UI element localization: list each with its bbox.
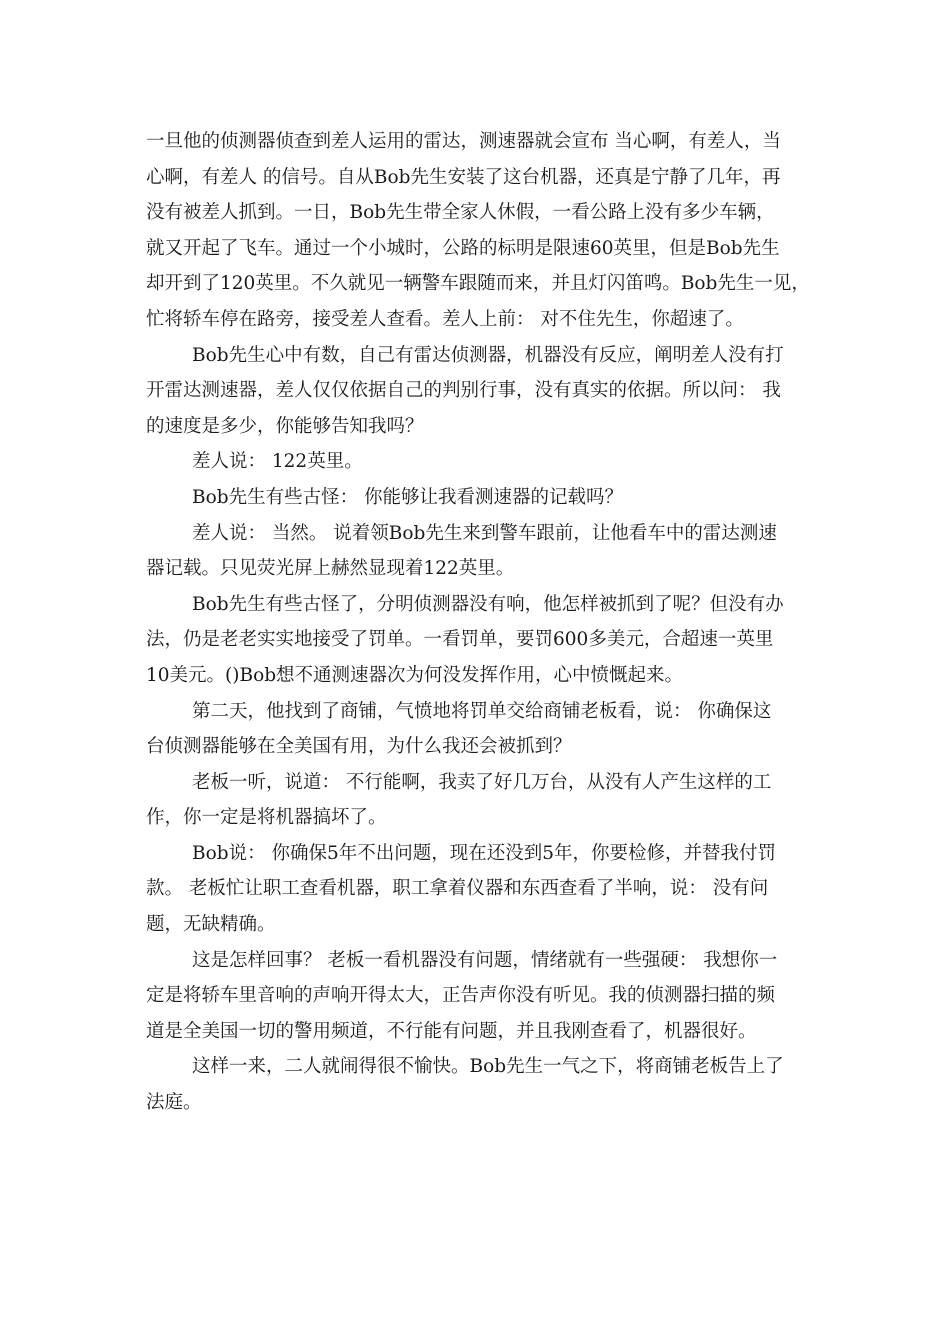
text-line: Bob先生有些古怪： 你能够让我看测速器的记载吗？ xyxy=(192,486,623,508)
text-line: 作，你一定是将机器搞坏了。 xyxy=(146,807,387,829)
text-line: Bob先生心中有数，自己有雷达侦测器，机器没有反应，阐明差人没有打 xyxy=(192,344,784,366)
text-line: 心啊，有差人 的信号。自从Bob先生安装了这台机器，还真是宁静了几年，再 xyxy=(146,166,781,188)
text-line: 却开到了120英里。不久就见一辆警车跟随而来，并且灯闪笛鸣。Bob先生一见， xyxy=(146,273,810,295)
text-line: 就又开起了飞车。通过一个小城时，公路的标明是限速60英里，但是Bob先生 xyxy=(146,237,780,259)
text-line: 定是将轿车里音响的声响开得太大，正告声你没有听见。我的侦测器扫描的频 xyxy=(146,985,776,1007)
text-line: 差人说： 122英里。 xyxy=(192,451,363,473)
text-line: 道是全美国一切的警用频道，不行能有问题，并且我刚查看了，机器很好。 xyxy=(146,1020,757,1042)
text-line: Bob先生有些古怪了，分明侦测器没有响，他怎样被抓到了呢？但没有办 xyxy=(192,593,784,615)
text-line: 台侦测器能够在全美国有用，为什么我还会被抓到？ xyxy=(146,736,572,758)
text-line: 一旦他的侦测器侦查到差人运用的雷达，测速器就会宣布 当心啊，有差人，当 xyxy=(146,131,781,152)
text-line: 没有被差人抓到。一日，Bob先生带全家人休假，一看公路上没有多少车辆， xyxy=(146,202,775,224)
text-line: 10美元。()Bob想不通测速器次为何没发挥作用，心中愤慨起来。 xyxy=(146,664,684,686)
text-line: 开雷达测速器，差人仅仅依据自己的判别行事，没有真实的依据。所以问： 我 xyxy=(146,380,781,402)
text-line: 法庭。 xyxy=(146,1092,202,1114)
text-line: 法，仍是老老实实地接受了罚单。一看罚单，要罚600多美元，合超速一英里 xyxy=(146,629,774,651)
body-text xyxy=(146,124,826,1121)
text-line: 款。 老板忙让职工查看机器，职工拿着仪器和东西查看了半响，说： 没有问 xyxy=(146,878,769,900)
text-line: 第二天，他找到了商铺，气愤地将罚单交给商铺老板看，说： 你确保这 xyxy=(192,700,772,722)
text-line: Bob说： 你确保5年不出问题，现在还没到5年，你要检修，并替我付罚 xyxy=(192,842,776,864)
text-line: 题，无缺精确。 xyxy=(146,914,276,936)
text-line: 器记载。只见荧光屏上赫然显现着122英里。 xyxy=(146,558,515,580)
text-line: 忙将轿车停在路旁，接受差人查看。差人上前： 对不住先生，你超速了。 xyxy=(146,308,744,330)
text-line: 这是怎样回事？ 老板一看机器没有问题，情绪就有一些强硬： 我想你一 xyxy=(192,949,778,971)
text-line: 差人说： 当然。 说着领Bob先生来到警车跟前，让他看车中的雷达测速 xyxy=(192,522,777,544)
text-line: 的速度是多少，你能够告知我吗？ xyxy=(146,415,424,437)
text-line: 这样一来，二人就闹得很不愉快。Bob先生一气之下，将商铺老板告上了 xyxy=(192,1056,784,1078)
text-line: 老板一听，说道： 不行能啊，我卖了好几万台，从没有人产生这样的工 xyxy=(192,771,772,793)
